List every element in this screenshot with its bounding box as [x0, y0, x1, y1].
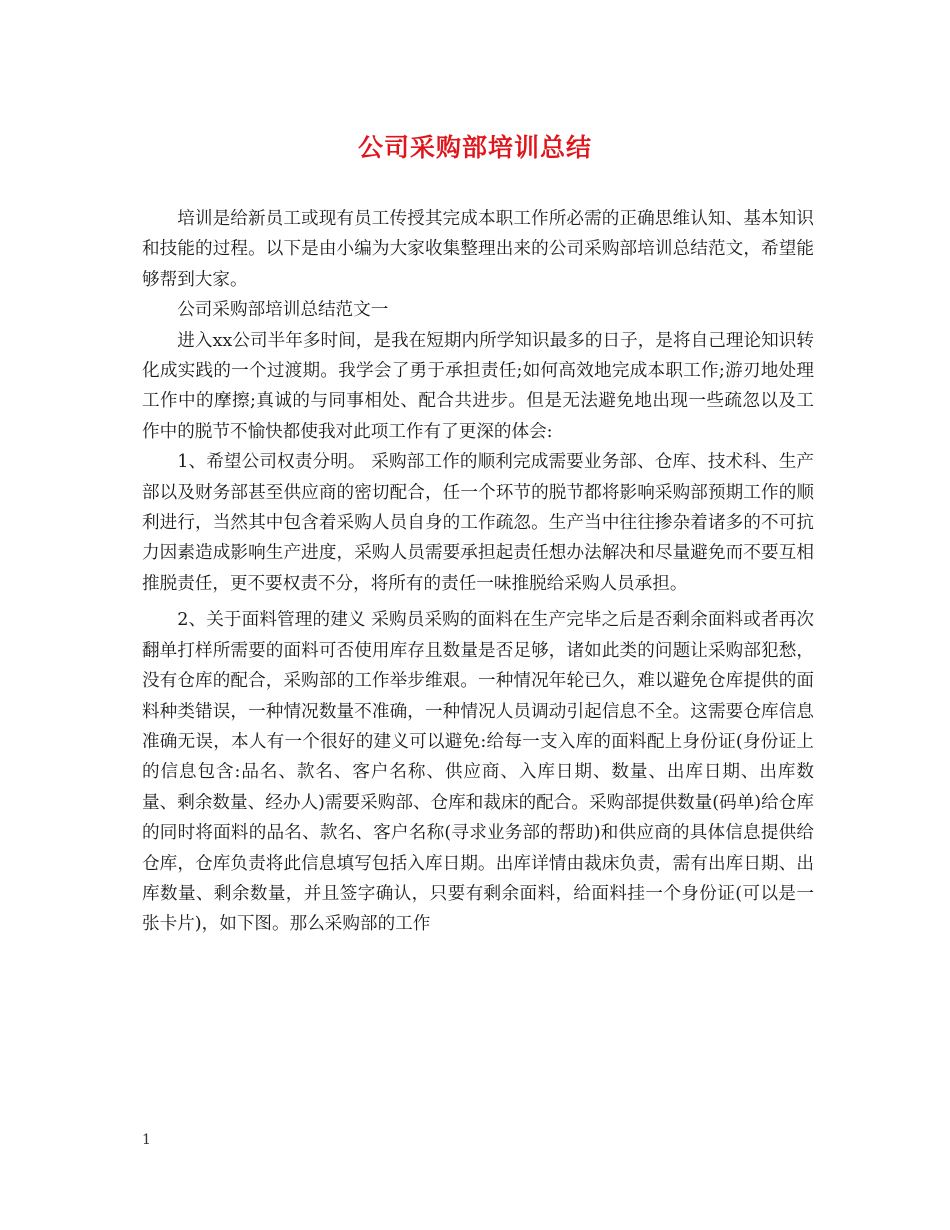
body-paragraph-3: 2、关于面料管理的建义 采购员采购的面料在生产完毕之后是否剩余面料或者再次翻单打样所需要的面料可否使用库存且数量是否足够，诸如此类的问题让采购部犯愁，没有仓库的配合，采购部的工作举步维艰。一种情况年轮已久，难以避免仓库提供的面料种类错误，一种情况数量不准确，一种情况人员调动引起信息不全。这需要仓库信息准确无误，本人有一个很好的建义可以避免:给每一支入库的面料配上身份证(身份证上的信息包含:品名、款名、客户名称、供应商、入库日期、数量、出库日期、出库数量、剩余数量、经办人)需要采购部、仓库和裁床的配合。采购部提供数量(码单)给仓库的同时将面料的品名、款名、客户名称(寻求业务部的帮助)和供应商的具体信息提供给仓库，仓库负责将此信息填写包括入库日期。出库详情由裁床负责，需有出库日期、出库数量、剩余数量，并且签字确认，只要有剩余面料，给面料挂一个身份证(可以是一张卡片)，如下图。那么采购部的工作: [142, 610, 814, 935]
document-body: [142, 204, 814, 940]
body-paragraph-2: 1、希望公司权责分明。 采购部工作的顺利完成需要业务部、仓库、技术科、生产部以及财务部甚至供应商的密切配合，任一个环节的脱节都将影响采购部预期工作的顺利进行，当然其中包含着采购人员自身的工作疏忽。生产当中往往掺杂着诸多的不可抗力因素造成影响生产进度，采购人员需要承担起责任想办法解决和尽量避免而不要互相推脱责任，更不要权责不分，将所有的责任一味推脱给采购人员承担。: [142, 452, 814, 594]
body-paragraph-1: 进入xx公司半年多时间，是我在短期内所学知识最多的日子，是将自己理论知识转化成实践的一个过渡期。我学会了勇于承担责任;如何高效地完成本职工作;游刃地处理工作中的摩擦;真诚的与同事相处、配合共进步。但是无法避免地出现一些疏忽以及工作中的脱节不愉快都使我对此项工作有了更深的体会:: [142, 330, 814, 442]
intro-paragraph: 培训是给新员工或现有员工传授其完成本职工作所必需的正确思维认知、基本知识和技能的过程。以下是由小编为大家收集整理出来的公司采购部培训总结范文，希望能够帮到大家。: [142, 209, 814, 290]
document-title: 公司采购部培训总结: [357, 133, 592, 162]
page-number: 1: [142, 1132, 151, 1148]
section-heading: 公司采购部培训总结范文一: [177, 300, 389, 321]
